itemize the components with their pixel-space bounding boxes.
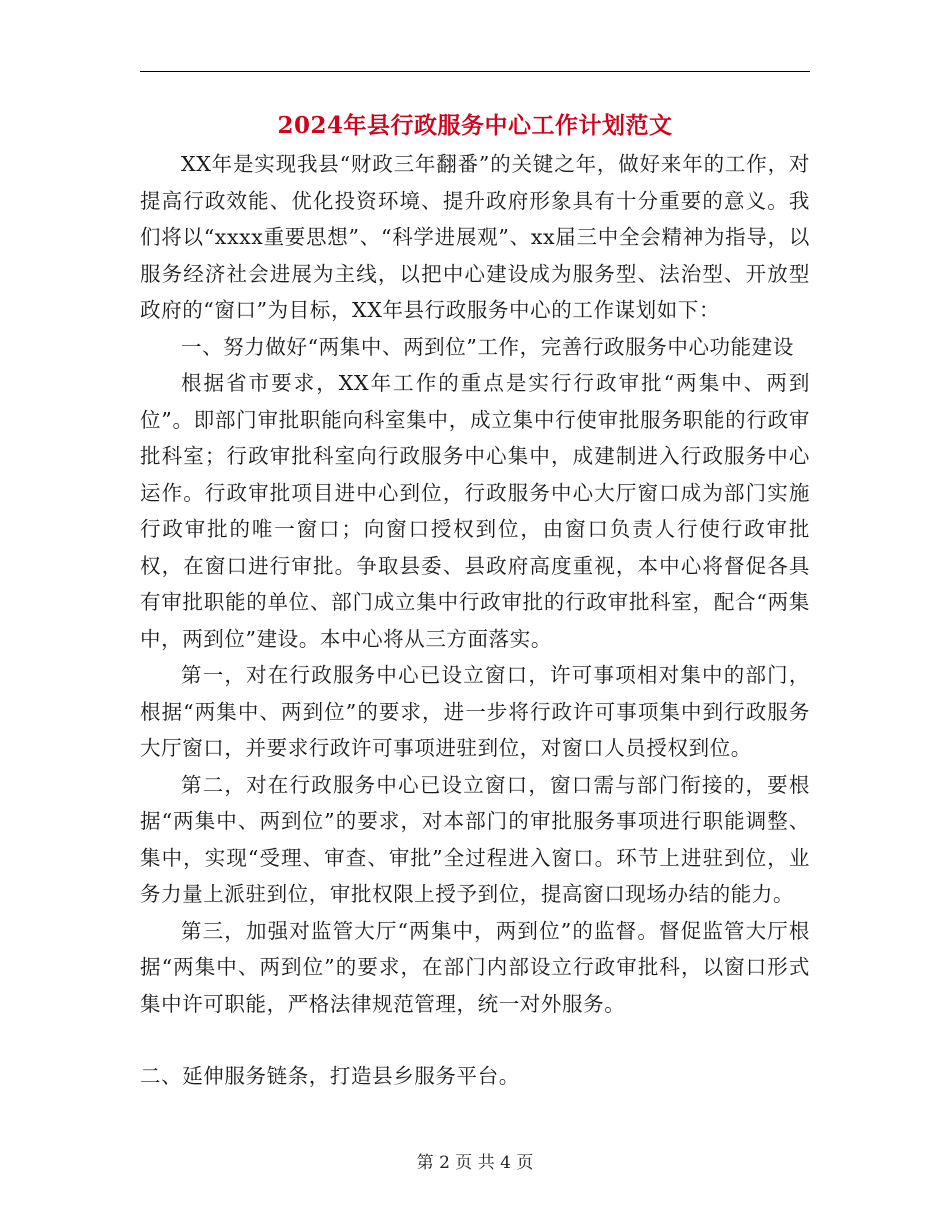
header-rule: [140, 71, 810, 72]
section-heading-1: 一、努力做好“两集中、两到位”工作，完善行政服务中心功能建设: [181, 334, 794, 359]
body-paragraph: 根据省市要求，XX年工作的重点是实行行政审批“两集中、两到位”。即部门审批职能向科室集中，成立集中行使审批服务职能的行政审批科室；行政审批科室向行政服务中心集中，成建制进入行政服务中心运作。行政审批项目进中心到位，行政服务中心大厅窗口成为部门实施行政审批的唯一窗口；向窗口授权到位，由窗口负责人行使行政审批权，在窗口进行审批。争取县委、县政府高度重视，本中心将督促各具有审批职能的单位、部门成立集中行政审批的行政审批科室，配合“两集中，两到位”建设。本中心将从三方面落实。: [140, 371, 810, 651]
body-paragraph: 第二，对在行政服务中心已设立窗口，窗口需与部门衔接的，要根据“两集中、两到位”的要求，对本部门的审批服务事项进行职能调整、集中，实现“受理、审查、审批”全过程进入窗口。环节上进驻到位，业务力量上派驻到位，审批权限上授予到位，提高窗口现场办结的能力。: [140, 772, 810, 906]
document-body: [140, 146, 810, 1095]
paragraph-spacer: [140, 1022, 810, 1058]
body-paragraph: 第三，加强对监管大厅“两集中，两到位”的监督。督促监管大厅根据“两集中、两到位”的要求，在部门内部设立行政审批科，以窗口形式集中许可职能，严格法律规范管理，统一对外服务。: [140, 918, 810, 1016]
intro-paragraph: XX年是实现我县“财政三年翻番”的关键之年，做好来年的工作，对提高行政效能、优化投资环境、提升政府形象具有十分重要的意义。我们将以“xxxx重要思想”、“科学进展观”、xx届三中全会精神为指导，以服务经济社会进展为主线，以把中心建设成为服务型、法治型、开放型政府的“窗口”为目标，XX年县行政服务中心的工作谋划如下：: [140, 152, 810, 322]
section-heading-2: 二、延伸服务链条，打造县乡服务平台。: [140, 1064, 520, 1088]
document-title: 2024年县行政服务中心工作计划范文: [277, 112, 673, 139]
page-footer: 第 2 页 共 4 页: [416, 1153, 534, 1173]
body-paragraph: 第一，对在行政服务中心已设立窗口，许可事项相对集中的部门，根据“两集中、两到位”的要求，进一步将行政许可事项集中到行政服务大厅窗口，并要求行政许可事项进驻到位，对窗口人员授权到位。: [140, 663, 810, 760]
